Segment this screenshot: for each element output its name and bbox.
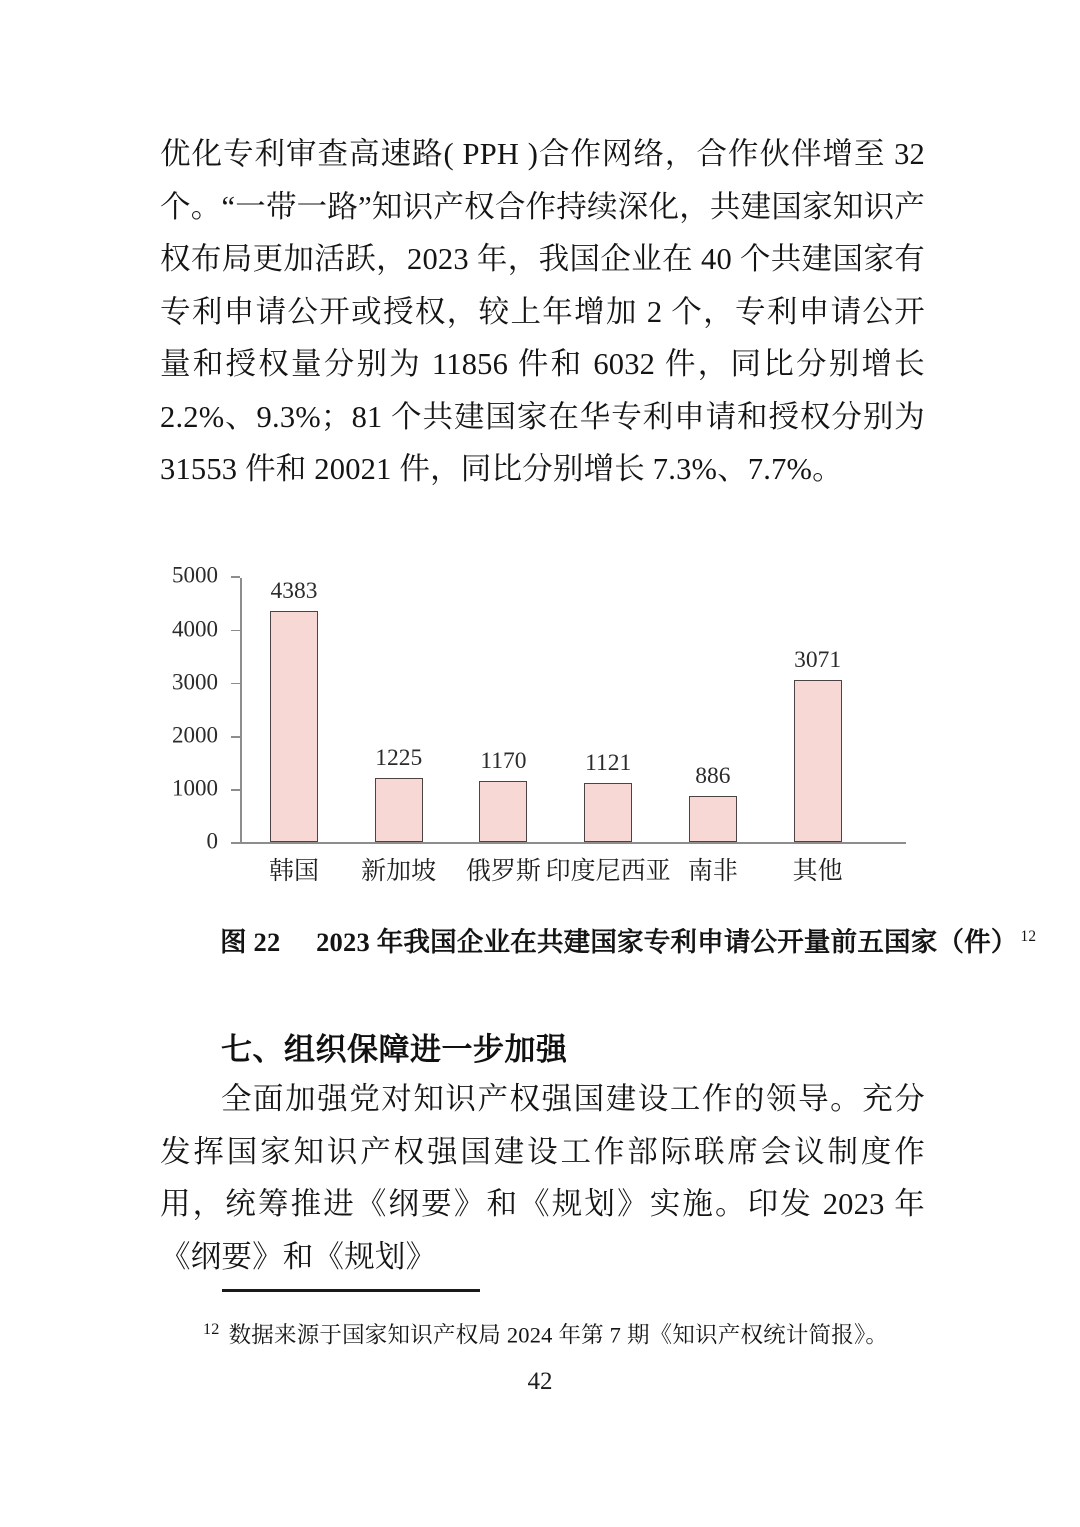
bar-slot	[661, 578, 766, 886]
y-tick-4000	[172, 616, 240, 642]
bar-slot	[765, 578, 870, 886]
bar-value-label: 4383	[270, 577, 318, 604]
y-tick-3000	[172, 669, 240, 695]
paragraph-block-1	[160, 128, 925, 496]
y-tick-5000	[172, 562, 240, 588]
x-category-label: 俄罗斯	[465, 858, 541, 886]
footnote-entry	[203, 1312, 923, 1353]
chart-plot-area	[172, 562, 870, 886]
bar-value-label: 1121	[585, 750, 632, 777]
x-category-label: 印度尼西亚	[545, 858, 671, 886]
y-tick-label-3000: 3000	[172, 669, 218, 695]
figure-caption	[220, 920, 1037, 959]
bar	[270, 577, 318, 843]
x-category-label: 韩国	[268, 858, 319, 886]
bar-value-label: 1170	[480, 747, 527, 774]
paragraph-2: 全面加强党对知识产权强国建设工作的领导。充分发挥国家知识产权强国建设工作部际联席会议制度作用，统筹推进《纲要》和《规划》实施。印发 2023 年《纲要》和《规划》	[160, 1082, 925, 1274]
bar	[375, 744, 423, 843]
section-heading: 七、组织保障进一步加强	[221, 1032, 568, 1067]
page-number: 42	[527, 1368, 553, 1395]
y-tick-label-5000: 5000	[172, 562, 218, 588]
figure-title: 2023 年我国企业在共建国家专利申请公开量前五国家（件）	[316, 927, 1018, 957]
bar-slot	[545, 578, 671, 886]
y-tick-1000	[172, 775, 240, 801]
y-tick-0	[206, 828, 240, 854]
x-axis-line	[240, 842, 906, 844]
bar	[584, 750, 632, 842]
bar-value-label: 886	[695, 762, 731, 789]
bar-slot	[451, 578, 556, 886]
bar	[689, 762, 737, 843]
footnote-separator	[222, 1289, 480, 1292]
x-category-label: 新加坡	[361, 858, 437, 886]
x-category-label: 南非	[687, 858, 738, 886]
paragraph-1: 优化专利审查高速路( PPH )合作网络，合作伙伴增至 32 个。“一带一路”知识产权合作持续深化，共建国家知识产权布局更加活跃，2023 年，我国企业在 40 个共建国家有专利申请公开或授权，较上年增加 2 个，专利申请公开量和授权量分别为 11856 件和 6032 件，同比分别增长 2.2%、9.3%；81 个共建国家在华专利申请和授权分别为 31553 件和 20021 件，同比分别增长 7.3%、7.7%。	[160, 137, 925, 486]
footnote-reference: 12	[1020, 928, 1037, 946]
footnote-marker: 12	[203, 1320, 220, 1338]
bar	[479, 747, 527, 843]
y-tick-2000	[172, 722, 240, 748]
bar-slot	[242, 577, 347, 886]
paragraph-block-2	[160, 1073, 925, 1283]
bar-slot	[346, 578, 451, 886]
bar-series	[242, 577, 870, 886]
bar-chart	[160, 548, 930, 886]
bar	[794, 647, 842, 842]
bar-value-label: 3071	[794, 647, 842, 674]
y-tick-label-4000: 4000	[172, 616, 218, 642]
y-tick-label-1000: 1000	[172, 775, 218, 801]
x-category-label: 其他	[792, 858, 843, 886]
figure-number: 图 22	[220, 927, 281, 957]
footnote-text: 数据来源于国家知识产权局 2024 年第 7 期《知识产权统计简报》。	[228, 1322, 889, 1348]
y-tick-label-2000: 2000	[172, 722, 218, 748]
y-tick-label-0: 0	[206, 828, 218, 854]
bar-value-label: 1225	[375, 744, 423, 771]
figure-22	[160, 548, 1037, 957]
